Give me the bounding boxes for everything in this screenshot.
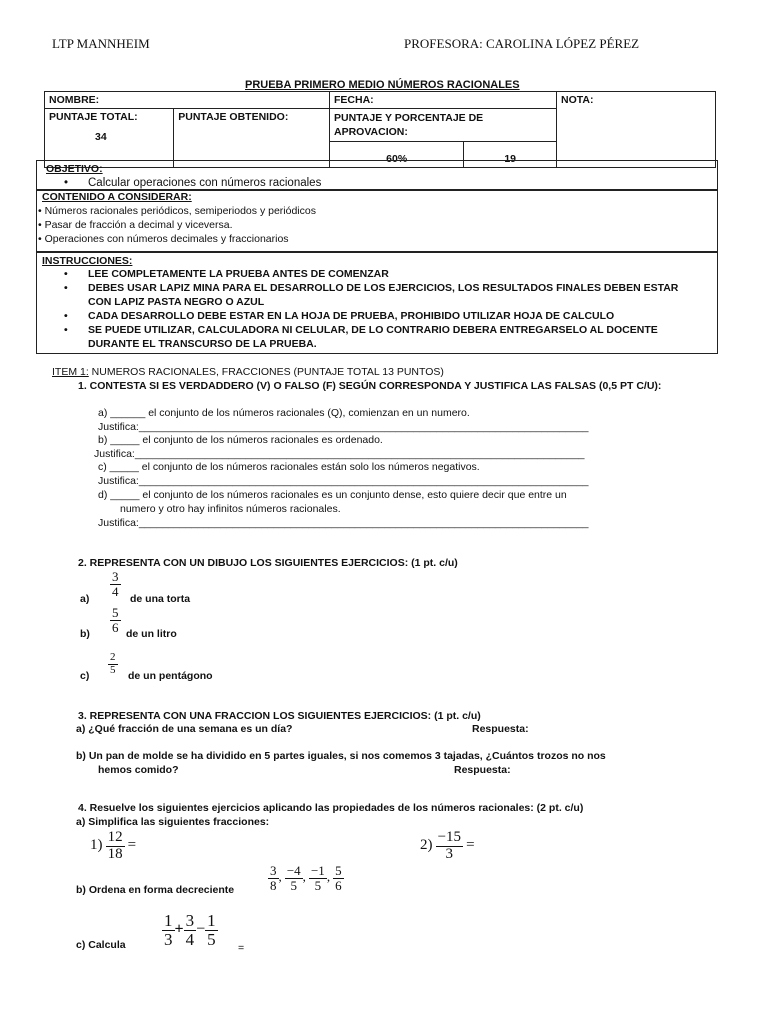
q2-b-fraction: $\frac{5}{6}$ (112, 605, 119, 635)
objetivo-heading: OBJETIVO: (46, 163, 103, 175)
q4-item-c: c) Calcula (76, 939, 126, 951)
q2-b-label: b) (80, 628, 90, 640)
q4-item-a: a) Simplifica las siguientes fracciones: (76, 816, 270, 828)
nota-cell: NOTA: (557, 92, 716, 168)
objetivo-bullet: • (64, 177, 69, 189)
q2-a-label: a) (80, 593, 90, 605)
puntaje-total-value: 34 (95, 131, 107, 143)
q3-item-a: a) ¿Qué fracción de una semana es un día? (76, 723, 293, 735)
instrucciones-heading: INSTRUCCIONES: (42, 255, 133, 267)
instruccion-item: CADA DESARROLLO DEBE ESTAR EN LA HOJA DE PRUEBA, PROHIBIDO UTILIZAR HOJA DE CALCULO (88, 310, 615, 322)
justifica-line: Justifica:_____________________________________________________________________________ (98, 421, 589, 433)
instruccion-item: DEBES USAR LAPIZ MINA PARA EL DESARROLLO DE LOS EJERCICIOS, LOS RESULTADOS FINALES DEBEN ESTAR (88, 282, 679, 294)
q4-a-exercise-2: 2) $\frac{-15}{3}$ = (420, 829, 475, 862)
instruccion-item: SE PUEDE UTILIZAR, CALCULADORA NI CELULAR, DE LO CONTRARIO DEBERA ENTREGARSELO AL DOCENTE (88, 324, 658, 336)
q1-statement: 1. CONTESTA SI ES VERDADDERO (V) O FALSO (F) SEGÚN CORRESPONDA Y JUSTIFICA LAS FALSAS (0,5 PT C/U): (78, 380, 662, 392)
justifica-line: Justifica:_____________________________________________________________________________ (98, 517, 589, 529)
q3-statement: 3. REPRESENTA CON UNA FRACCION LOS SIGUIENTES EJERCICIOS: (1 pt. c/u) (78, 710, 481, 722)
q4-c-equals: = (238, 942, 245, 954)
porcentaje-cell: 60% (330, 142, 464, 168)
q2-a-text: de una torta (130, 593, 191, 605)
q4-c-expression: $\frac{1}{3}$ + $\frac{3}{4}$ − $\frac{1}{5}$ (164, 911, 216, 949)
q3-item-b: b) Un pan de molde se ha dividido en 5 partes iguales, si nos comemos 3 tajadas, ¿Cuántos trozos no nos (76, 750, 606, 762)
puntaje-total-cell: PUNTAJE TOTAL: 34 (45, 109, 174, 168)
item1-heading: ITEM 1: NUMEROS RACIONALES, FRACCIONES (PUNTAJE TOTAL 13 PUNTOS) (52, 366, 444, 378)
bullet: • (64, 324, 68, 336)
q1-item-c: c) _____ el conjunto de los números racionales están solo los números negativos. (98, 461, 480, 473)
instruccion-item: LEE COMPLETAMENTE LA PRUEBA ANTES DE COMENZAR (88, 268, 389, 280)
page-title: PRUEBA PRIMERO MEDIO NÚMEROS RACIONALES (245, 79, 520, 91)
q2-c-label: c) (80, 670, 90, 682)
q3-a-respuesta: Respuesta: (472, 723, 529, 735)
q4-statement: 4. Resuelve los siguientes ejercicios aplicando las propiedades de los números racionales: (2 pt. c/u) (78, 802, 584, 814)
q4-item-b: b) Ordena en forma decreciente (76, 884, 235, 896)
school-name: LTP MANNHEIM (52, 36, 150, 51)
bullet: • (64, 310, 68, 322)
contenido-heading: CONTENIDO A CONSIDERAR: (42, 191, 192, 203)
q2-statement: 2. REPRESENTA CON UN DIBUJO LOS SIGUIENTES EJERCICIOS: (1 pt. c/u) (78, 557, 458, 569)
bullet: • (64, 268, 68, 280)
justifica-line: Justifica:_____________________________________________________________________________ (98, 475, 589, 487)
q2-b-text: de un litro (126, 628, 177, 640)
q2-c-text: de un pentágono (128, 670, 213, 682)
objetivo-item: Calcular operaciones con números racionales (88, 177, 322, 189)
q2-c-fraction: $\frac{2}{5}$ (110, 651, 116, 676)
nombre-cell: NOMBRE: (45, 92, 330, 109)
q4-a-exercise-1: 1) $\frac{12}{18}$ = (90, 829, 137, 862)
contenido-item: • Operaciones con números decimales y fraccionarios (38, 233, 289, 245)
q1-item-b: b) _____ el conjunto de los números racionales es ordenado. (98, 434, 383, 446)
q1-item-d: d) _____ el conjunto de los números racionales es un conjunto dense, esto quiere decir que entre un (98, 489, 567, 501)
instruccion-item: CON LAPIZ PASTA NEGRO O AZUL (88, 296, 265, 308)
puntaje-porcentaje-cell: PUNTAJE Y PORCENTAJE DE APROVACION: (330, 109, 557, 142)
puntaje-obtenido-cell: PUNTAJE OBTENIDO: (174, 109, 330, 168)
puntaje-aprobacion-cell: 19 (464, 142, 557, 168)
q1-item-a: a) ______ el conjunto de los números racionales (Q), comienzan en un numero. (98, 407, 470, 419)
contenido-item: • Números racionales periódicos, semiperiodos y periódicos (38, 205, 316, 217)
q2-a-fraction: $\frac{3}{4}$ (112, 569, 119, 599)
q1-item-d-cont: numero y otro hay infinitos números racionales. (120, 503, 341, 515)
instruccion-item: DURANTE EL TRANSCURSO DE LA PRUEBA. (88, 338, 317, 350)
bullet: • (64, 282, 68, 294)
fecha-cell: FECHA: (330, 92, 557, 109)
q3-b-respuesta: Respuesta: (454, 764, 511, 776)
q3-item-b-cont: hemos comido? (98, 764, 179, 776)
justifica-line: Justifica:_____________________________________________________________________________ (94, 448, 585, 460)
q4-b-fractions: $\frac{3}{8}$ , $\frac{-4}{5}$ , $\frac{-1}{5}$ , $\frac{5}{6}$ (270, 863, 342, 893)
contenido-item: • Pasar de fracción a decimal y viceversa. (38, 219, 233, 231)
info-table (44, 91, 716, 168)
teacher-name: PROFESORA: CAROLINA LÓPEZ PÉREZ (404, 36, 640, 51)
